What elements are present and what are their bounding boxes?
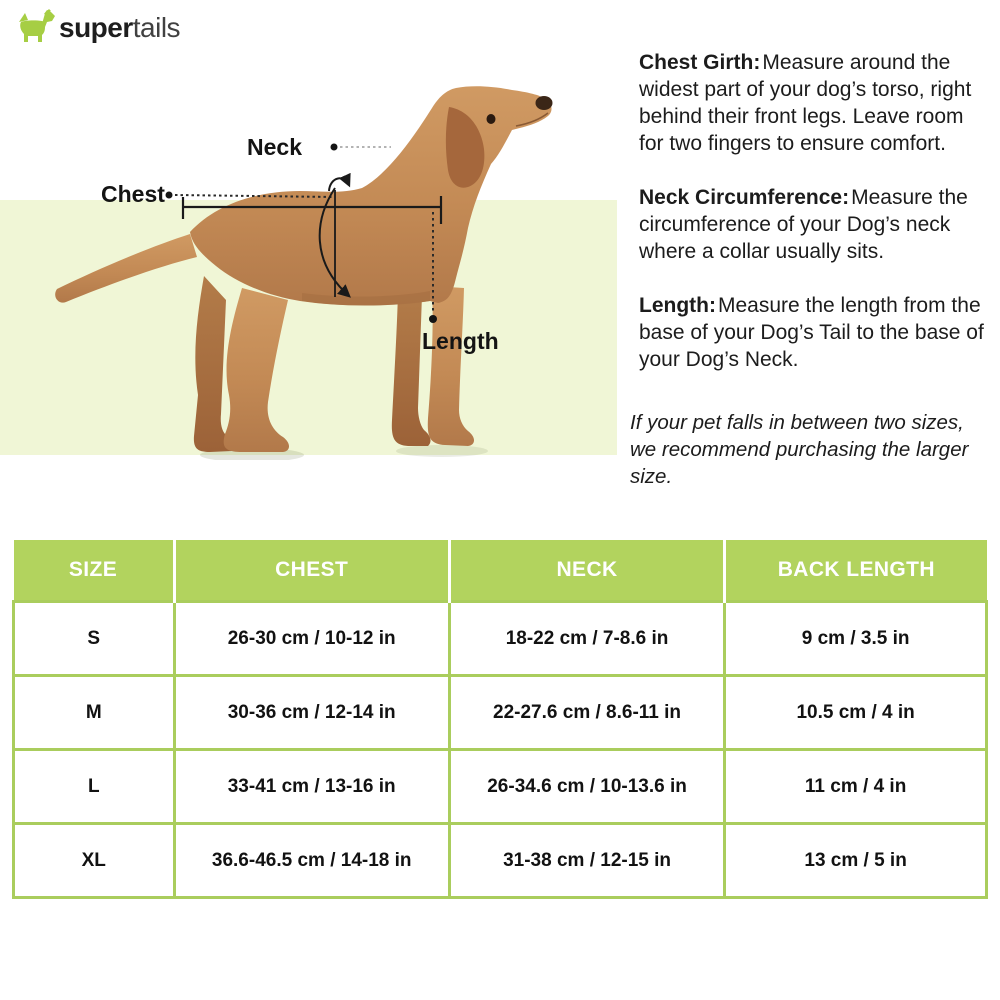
dog-front-leg-near bbox=[428, 286, 474, 446]
chest-label: Chest bbox=[101, 181, 165, 207]
back-length-cell: 10.5 cm / 4 in bbox=[725, 676, 987, 750]
dog-logo-icon bbox=[16, 9, 56, 47]
table-row-s bbox=[14, 602, 987, 676]
size-chart-table bbox=[12, 540, 988, 899]
header-chest: CHEST bbox=[174, 540, 449, 602]
girth-top-arrow bbox=[329, 178, 349, 191]
neck-circumference-title: Neck Circumference: bbox=[639, 186, 850, 209]
dog-nose bbox=[536, 96, 553, 110]
size-cell: S bbox=[14, 602, 175, 676]
logo-wordmark bbox=[59, 14, 180, 42]
dog-tail bbox=[55, 234, 197, 303]
dog-front-leg-far bbox=[392, 292, 431, 446]
logo-word-super: super bbox=[59, 12, 133, 43]
chest-cell: 36.6-46.5 cm / 14-18 in bbox=[174, 824, 449, 898]
chest-pointer-dot bbox=[166, 192, 173, 199]
neck-label: Neck bbox=[247, 134, 302, 160]
neck-circumference-text: Measure the circumference of your Dog’s neck where a collar usually sits. bbox=[639, 186, 968, 263]
shadow-front bbox=[396, 445, 488, 457]
neck-pointer-dot bbox=[331, 144, 338, 151]
sizing-note: If your pet falls in between two sizes, we recommend purchasing the larger size. bbox=[630, 411, 969, 488]
header-size: SIZE bbox=[14, 540, 175, 602]
length-pointer-dot bbox=[429, 315, 437, 323]
header-neck: NECK bbox=[449, 540, 724, 602]
table-row-xl bbox=[14, 824, 987, 898]
measurement-instructions bbox=[639, 49, 993, 400]
back-length-cell: 13 cm / 5 in bbox=[725, 824, 987, 898]
neck-cell: 22-27.6 cm / 8.6-11 in bbox=[449, 676, 724, 750]
size-cell: M bbox=[14, 676, 175, 750]
length-instruction bbox=[639, 292, 993, 373]
supertails-logo bbox=[16, 9, 180, 47]
size-cell: L bbox=[14, 750, 175, 824]
size-chart-header-row bbox=[14, 540, 987, 602]
table-row-l bbox=[14, 750, 987, 824]
chest-girth-text: Measure around the widest part of your dog’s torso, right behind their front legs. Leave room for two fingers to ensure comfort. bbox=[639, 51, 972, 155]
neck-cell: 18-22 cm / 7-8.6 in bbox=[449, 602, 724, 676]
dog-measurement-illustration bbox=[0, 60, 620, 460]
dog-eye bbox=[487, 114, 496, 124]
chest-girth-instruction bbox=[639, 49, 993, 157]
chest-girth-title: Chest Girth: bbox=[639, 51, 761, 74]
length-text: Measure the length from the base of your Dog’s Tail to the base of your Dog’s Neck. bbox=[639, 294, 984, 371]
chest-cell: 26-30 cm / 10-12 in bbox=[174, 602, 449, 676]
chest-cell: 33-41 cm / 13-16 in bbox=[174, 750, 449, 824]
table-row-m bbox=[14, 676, 987, 750]
neck-circumference-instruction bbox=[639, 184, 993, 265]
header-back-length: BACK LENGTH bbox=[725, 540, 987, 602]
logo-word-tails: tails bbox=[132, 12, 181, 43]
neck-cell: 26-34.6 cm / 10-13.6 in bbox=[449, 750, 724, 824]
dog-body bbox=[190, 86, 552, 305]
back-length-cell: 11 cm / 4 in bbox=[725, 750, 987, 824]
neck-cell: 31-38 cm / 12-15 in bbox=[449, 824, 724, 898]
length-label: Length bbox=[422, 328, 499, 354]
back-length-cell: 9 cm / 3.5 in bbox=[725, 602, 987, 676]
size-cell: XL bbox=[14, 824, 175, 898]
dog-rear-leg-near bbox=[224, 288, 289, 452]
length-title: Length: bbox=[639, 294, 716, 317]
chest-cell: 30-36 cm / 12-14 in bbox=[174, 676, 449, 750]
